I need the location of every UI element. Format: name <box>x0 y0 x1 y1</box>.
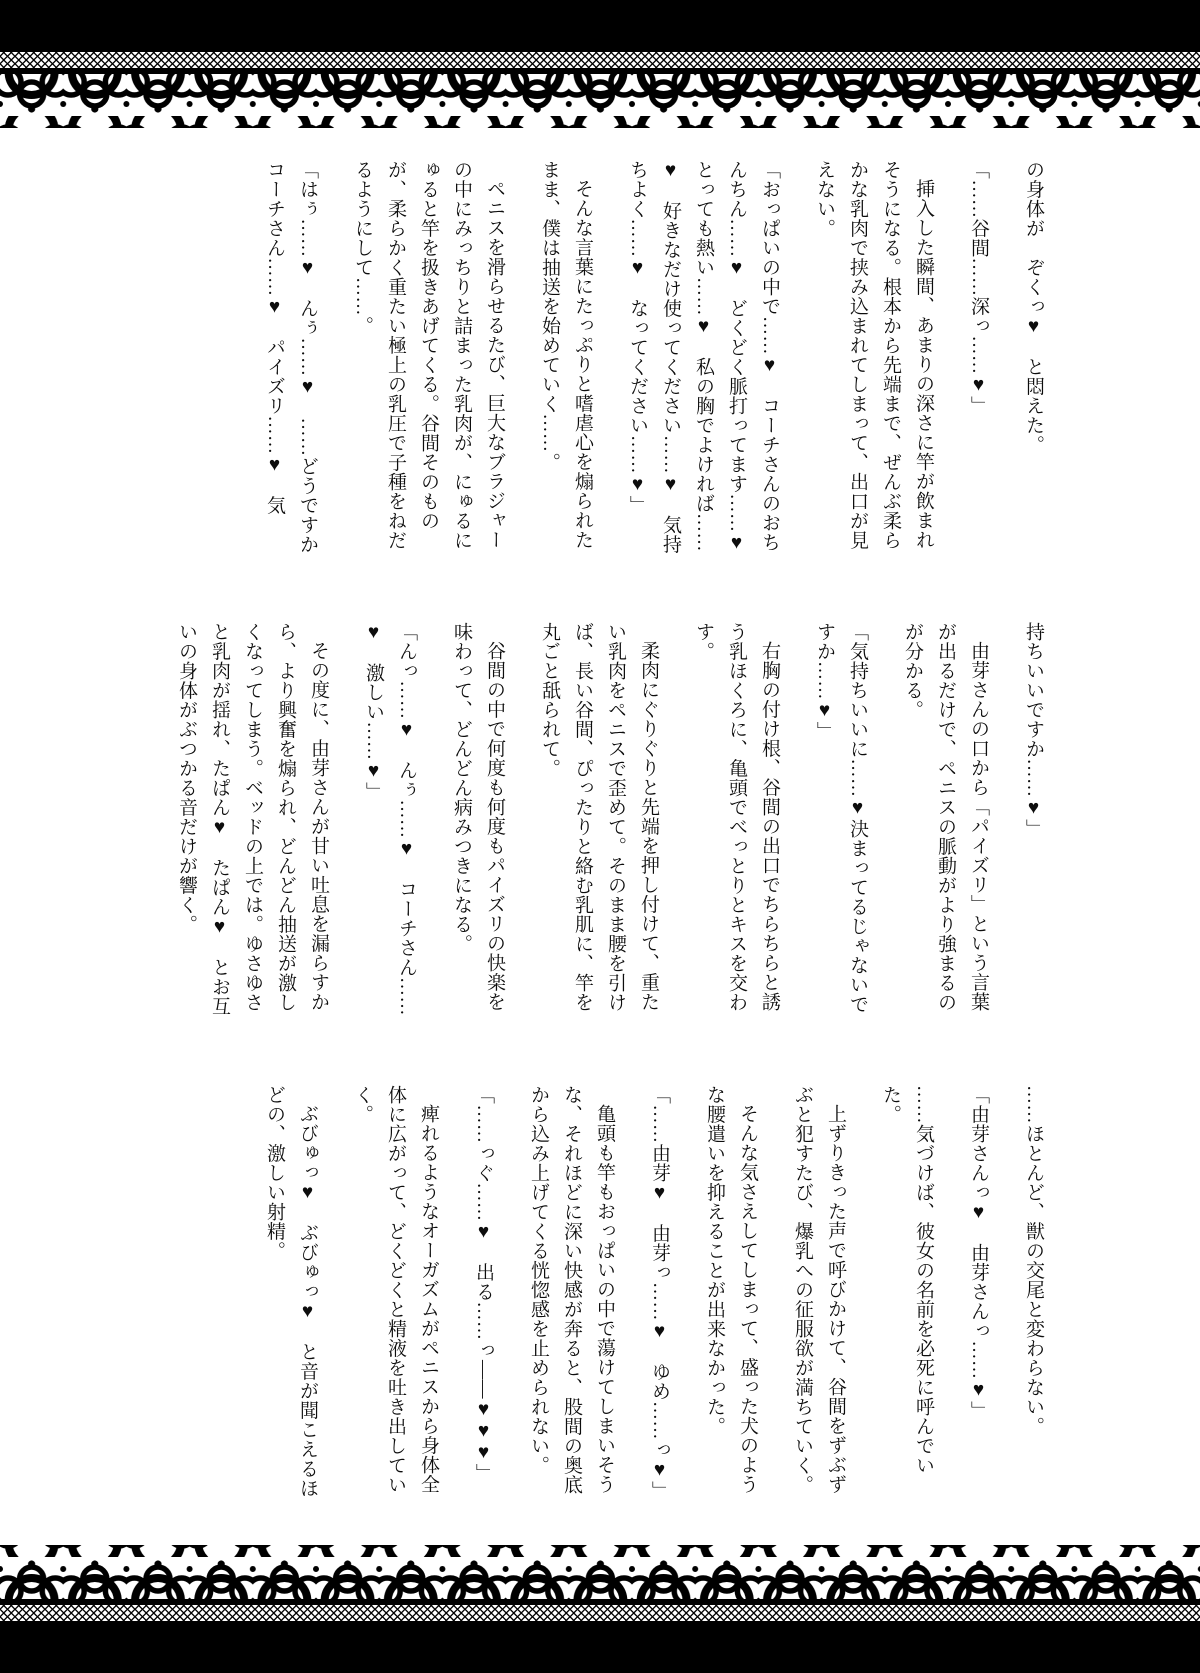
top-lace-border <box>0 0 1200 130</box>
paragraph: そんな気さえしてしまって、盛った犬のような腰遣いを抑えることが出来なかった。 <box>704 1085 758 1494</box>
paragraph: ぶびゅっ♥ ぶびゅっ♥ と音が聞こえるほどの、激しい射精。 <box>264 1085 318 1498</box>
paragraph: 右胸の付け根、谷間の出口でちらちらと誘う乳ほくろに、亀頭でべっとりとキスを交わす。 <box>693 622 780 1012</box>
paragraph: の身体が ぞくっ♥ と悶えた。 <box>1023 160 1044 455</box>
border-mesh-strip <box>0 1603 1200 1621</box>
paragraph: その度に、由芽さんが甘い吐息を漏らすから、より興奮を煽られ、どんどん抽送が激しくなってしまう。ベッドの上では。ゆさゆさと乳肉が揺れ、たぱん♥ たぱん♥ とお互いの身体がぶつかる音だけが響く。 <box>176 622 329 1016</box>
paragraph: 「おっぱいの中で……♥ コーチさんのおちんちん……♥ どくどく脈打ってます……♥ とっても熱い……♥ 私の胸でよければ……♥ 好きなだけ使ってください……♥ 気持ちよく……♥ なってください……♥」 <box>627 160 780 574</box>
bottom-lace-border <box>0 1543 1200 1673</box>
text-band-2 <box>170 622 1050 1024</box>
border-solid-bar <box>0 0 1200 52</box>
border-solid-bar <box>0 1621 1200 1673</box>
border-scallop-row <box>0 70 1200 128</box>
paragraph: 柔肉にぐりぐりと先端を押し付けて、重たい乳肉をペニスで歪めて。そのまま腰を引けば、長い谷間、ぴったりと絡む乳肌に、竿を丸ごと舐られて。 <box>539 622 659 1012</box>
paragraph: ……ほとんど、獣の交尾と変わらない。 <box>1023 1085 1044 1436</box>
paragraph: 「気持ちいいに……♥決まってるじゃないですか……♥」 <box>814 622 868 1014</box>
paragraph: 「由芽さんっ♥ 由芽さんっ……♥」 <box>968 1085 989 1421</box>
paragraph: 上ずりきった声で呼びかけて、谷間をずぶずぶと犯すたび、爆乳への征服欲が満ちていく。 <box>792 1085 846 1495</box>
paragraph: 由芽さんの口から「パイズリ」という言葉が出るだけで、ペニスの脈動がより強まるのが分かる。 <box>902 622 989 1012</box>
paragraph: 持ちいいですか……♥」 <box>1023 622 1044 839</box>
paragraph: 「んっ……♥ んぅ……♥ コーチさん……♥ 激しい……♥」 <box>363 622 417 1016</box>
border-mesh-strip <box>0 52 1200 70</box>
paragraph: 「……っぐ……♥ 出る……っ——♥♥♥」 <box>473 1085 494 1483</box>
paragraph: 痺れるようなオーガズムがペニスから身体全体に広がって、どくどくと精液を吐き出していく。 <box>352 1085 439 1495</box>
paragraph: 「はぅ……♥ んぅ……♥ ……どうですかコーチさん……♥ パイズリ……♥ 気 <box>264 160 318 554</box>
paragraph: ペニスを滑らせるたび、巨大なブラジャーの中にみっちりと詰まった乳肉が、にゅるにゅると竿を扱きあげてくる。谷間そのものが、柔らかく重たい極上の乳圧で子種をねだるようにして……。 <box>352 160 505 550</box>
paragraph: 亀頭も竿もおっぱいの中で蕩けてしまいそうな、それほどに深い快感が奔ると、股間の奥底から込み上げてくる恍惚感を止められない。 <box>528 1085 615 1495</box>
text-band-3 <box>258 1085 1050 1503</box>
paragraph: そんな言葉にたっぷりと嗜虐心を煽られたまま、僕は抽送を始めていく……。 <box>539 160 593 550</box>
text-band-1 <box>258 160 1050 574</box>
border-scallop-row <box>0 1545 1200 1603</box>
paragraph: ……気づけば、彼女の名前を必死に呼んでいた。 <box>880 1085 934 1475</box>
paragraph: 「……由芽♥ 由芽っ……♥ ゆめ……っ♥」 <box>649 1085 670 1501</box>
paragraph: 挿入した瞬間、あまりの深さに竿が飲まれそうになる。根本から先端まで、ぜんぶ柔らかな乳肉で挟み込まれてしまって、出口が見えない。 <box>814 160 934 550</box>
paragraph: 谷間の中で何度も何度もパイズリの快楽を味わって、どんどん病みつきになる。 <box>451 622 505 1012</box>
paragraph: 「……谷間……深っ……♥」 <box>968 160 989 416</box>
